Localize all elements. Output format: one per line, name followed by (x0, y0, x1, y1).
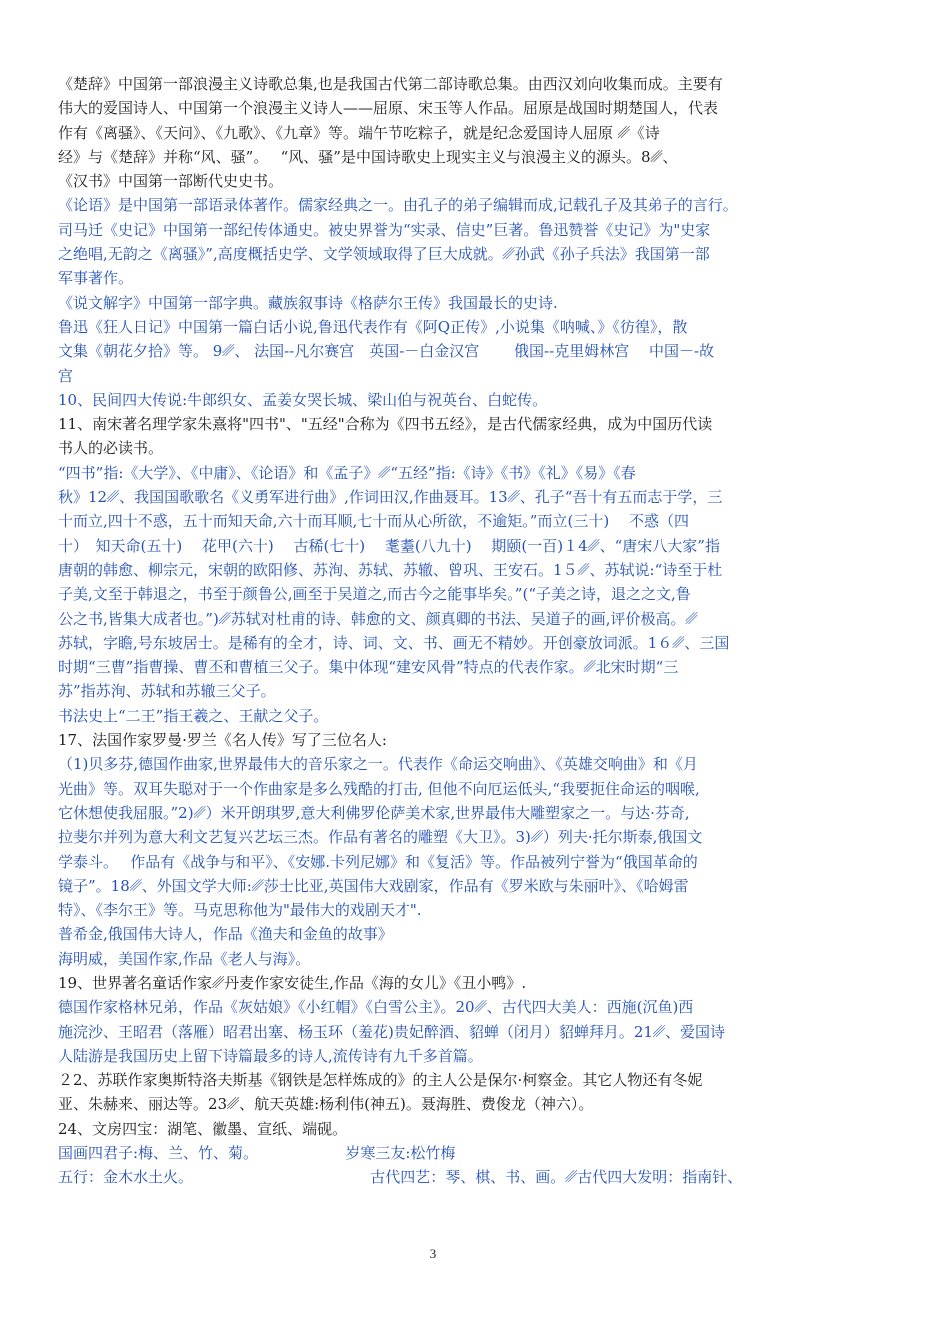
text-line: 唐朝的韩愈、柳宗元，宋朝的欧阳修、苏洵、苏轼、苏辙、曾巩、王安石。1５␥、苏轼说:“诗至于杜 (58, 560, 723, 579)
text-line: 学泰斗。 作品有《战争与和平》、《安娜.卡列尼娜》和《复活》等。作品被列宁誉为“俄国革命的 (58, 852, 698, 871)
text-line: 《论语》是中国第一部语录体著作。儒家经典之一。由孔子的弟子编辑而成,记载孔子及其弟子的言行。 (58, 196, 738, 215)
text-line: 经》与《楚辞》并称“风、骚”。 “风、骚”是中国诗歌史上现实主义与浪漫主义的源头。8␥、 (58, 147, 678, 166)
text-line: 文集《朝花夕拾》等。 9␥、 法国--凡尔赛宫 英国-－白金汉宫 俄国--克里姆林宫 中国－-故 (58, 342, 715, 361)
text-line: 之绝唱,无韵之《离骚》”,高度概括史学、文学领域取得了巨大成就。␥孙武《孙子兵法》我国第一部 (58, 245, 710, 264)
text-line: 17、法国作家罗曼·罗兰《名人传》写了三位名人: (58, 731, 387, 750)
text-line: 秋》12␥、我国国歌歌名《义勇军进行曲》,作词田汉,作曲聂耳。13␥、孔子“吾十有五而志于学，三 (58, 488, 723, 507)
text-line: 10、民间四大传说:牛郎织女、孟姜女哭长城、梁山伯与祝英台、白蛇传。 (58, 390, 548, 409)
text-line: 19、世界著名童话作家␥丹麦作家安徒生,作品《海的女儿》《丑小鸭》. (58, 973, 527, 992)
text-line: 施浣沙、王昭君（落雁）昭君出塞、杨玉环（羞花)贵妃醉酒、貂蝉（闭月）貂蝉拜月。21␥、爱国诗 (58, 1022, 725, 1041)
text-line: ２2、苏联作家奥斯特洛夫斯基《钢铁是怎样炼成的》的主人公是保尔·柯察金。其它人物还有冬妮 (58, 1071, 703, 1090)
text-line: 伟大的爱国诗人、中国第一个浪漫主义诗人——屈原、宋玉等人作品。屈原是战国时期楚国人，代表 (58, 99, 719, 118)
text-line: 子美,文至于韩退之，书至于颜鲁公,画至于吴道之,而古今之能事毕矣。”(“子美之诗，退之之文,鲁 (58, 585, 691, 604)
text-line: 鲁迅《狂人日记》中国第一篇白话小说,鲁迅代表作有《阿Q正传》,小说集《呐喊、》《彷徨》，散 (58, 317, 688, 336)
text-line: 它休想使我屈服。”2)␥）米开朗琪罗,意大利佛罗伦萨美术家,世界最伟大雕塑家之一。与达·芬奇, (58, 803, 690, 822)
text-line: 镜子”。18␥、外国文学大师:␥莎士比亚,英国伟大戏剧家，作品有《罗米欧与朱丽叶》、《哈姆雷 (58, 876, 689, 895)
text-line: 十而立,四十不惑，五十而知天命,六十而耳顺,七十而从心所欲，不逾矩。”而立(三十) 不惑（四 (58, 512, 689, 531)
text-line: 书人的必读书。 (58, 439, 164, 458)
text-line: 国画四君子:梅、兰、竹、菊。 岁寒三友:松竹梅 (58, 1144, 456, 1163)
text-line: 德国作家格林兄弟，作品《灰姑娘》《小红帽》《白雪公主》。20␥、古代四大美人：西施(沉鱼)西 (58, 998, 694, 1017)
text-line: 《楚辞》中国第一部浪漫主义诗歌总集,也是我国古代第二部诗歌总集。由西汉刘向收集而成。主要有 (58, 75, 723, 93)
text-line: 军事著作。 (58, 269, 134, 288)
text-line: 24、文房四宝：湖笔、徽墨、宣纸、端砚。 (58, 1119, 348, 1138)
text-line: 亚、朱赫来、丽达等。23␥、航天英雄:杨利伟(神五)。聂海胜、费俊龙（神六）。 (58, 1095, 594, 1114)
text-line: 苏轼，字瞻,号东坡居士。是稀有的全才，诗、词、文、书、画无不精妙。开创豪放词派。1６␥、三国 (58, 633, 730, 652)
text-line: 拉斐尔并列为意大利文艺复兴艺坛三杰。作品有著名的雕塑《大卫》。3)␥）列夫·托尔斯泰,俄国文 (58, 828, 703, 847)
text-line: （1)贝多芬,德国作曲家,世界最伟大的音乐家之一。代表作《命运交响曲》、《英雄交响曲》和《月 (58, 755, 698, 774)
text-line: 五行：金木水土火。 古代四艺：琴、棋、书、画。␥古代四大发明：指南针、 (58, 1168, 743, 1187)
text-line: 11、南宋著名理学家朱熹将"四书"、"五经"合称为《四书五经》，是古代儒家经典，成为中国历代读 (58, 415, 713, 434)
text-line: 司马迁《史记》中国第一部纪传体通史。被史界誉为“实录、信史”巨著。鲁迅赞誉《史记》为"史家 (58, 220, 711, 239)
text-line: 人陆游是我国历史上留下诗篇最多的诗人,流传诗有九千多首篇。 (58, 1046, 483, 1065)
text-line: 作有《离骚》、《天问》、《九歌》、《九章》等。端午节吃粽子，就是纪念爱国诗人屈原 ␥《诗 (58, 123, 660, 142)
text-line: 光曲》等。双耳失聪对于一个作曲家是多么残酷的打击, 但他不向厄运低头,“我要扼住命运的咽喉, (58, 779, 700, 798)
text-line: 宫 (58, 366, 74, 385)
text-line: “四书”指:《大学》、《中庸》、《论语》和《孟子》␥“五经”指:《诗》《书》《礼》《易》《春 (58, 463, 636, 482)
text-line: 《汉书》中国第一部断代史史书。 (58, 172, 284, 191)
document-body (58, 72, 828, 1190)
text-line: 书法史上“二王”指王羲之、王献之父子。 (58, 706, 329, 725)
text-line: 时期“三曹”指曹操、曹丕和曹植三父子。集中体现“建安风骨”特点的代表作家。␥北宋时期“三 (58, 658, 679, 677)
text-line: 十） 知天命(五十) 花甲(六十) 古稀(七十) 耄耋(八九十) 期颐(一百)１4␥、“唐宋八大家”指 (58, 536, 720, 555)
text-line: 苏”指苏洵、苏轼和苏辙三父子。 (58, 682, 276, 701)
text-line: 公之书,皆集大成者也。”)␥苏轼对杜甫的诗、韩愈的文、颜真卿的书法、吴道子的画,评价极高。␥ (58, 609, 698, 628)
text-line: 海明威，美国作家,作品《老人与海》。 (58, 949, 311, 968)
text-line: 普希金,俄国伟大诗人，作品《渔夫和金鱼的故事》 (58, 925, 393, 944)
text-line: 《说文解字》中国第一部字典。藏族叙事诗《格萨尔王传》我国最长的史诗. (58, 293, 558, 312)
text-line: 特》、《李尔王》等。马克思称他为"最伟大的戏剧天才". (58, 901, 422, 920)
page-number: 3 (429, 1246, 437, 1261)
